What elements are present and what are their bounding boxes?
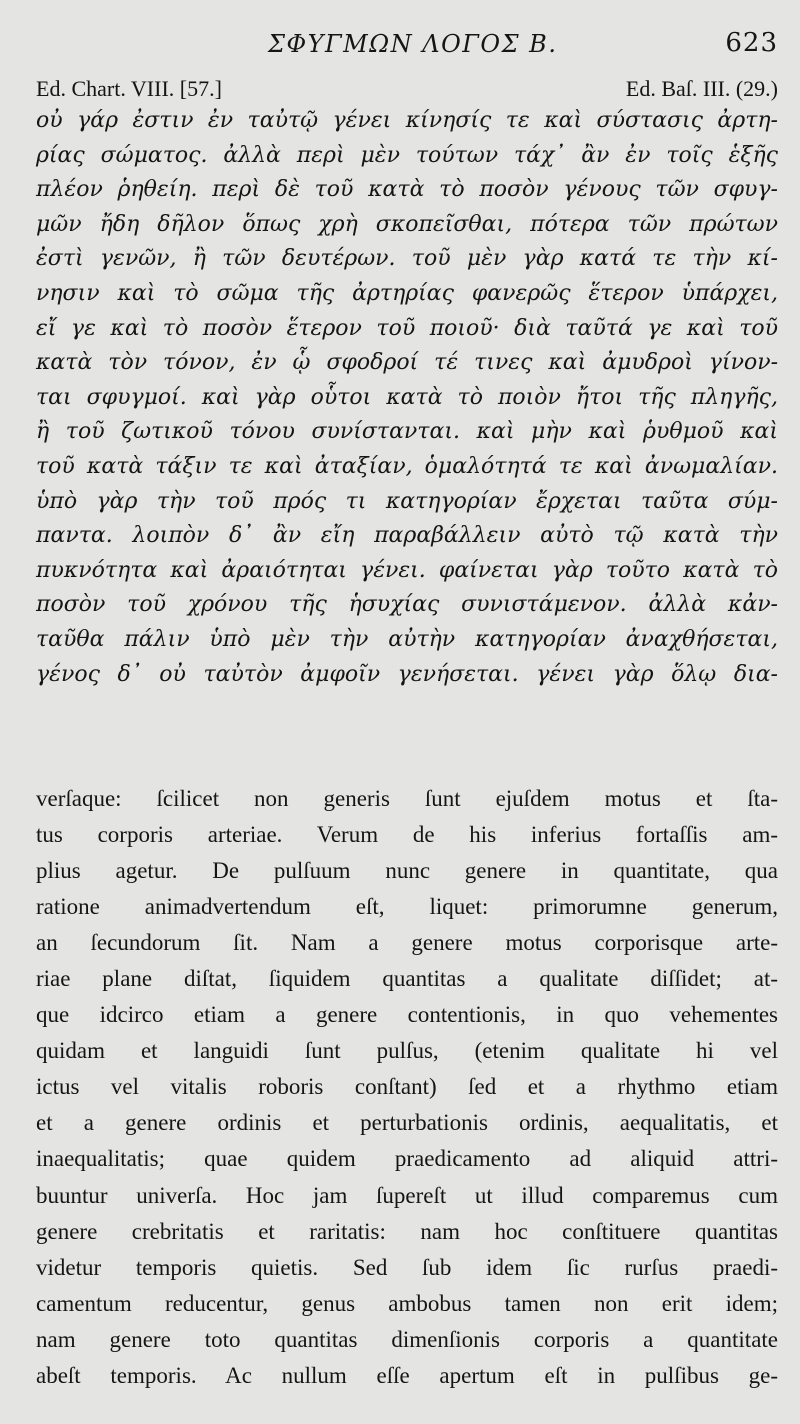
greek-text-line: μῶν ἤδη δῆλον ὅπως χρὴ σκοπεῖσθαι, πότερα τῶν πρώτων xyxy=(36,211,778,237)
greek-text-line: ται σφυγμοί. καὶ γὰρ οὗτοι κατὰ τὸ ποιὸν ἤτοι τῆς πληγῆς, xyxy=(36,384,778,410)
greek-text-line: οὐ γάρ ἐστιν ἐν ταὐτῷ γένει κίνησίς τε καὶ σύστασις ἀρτη- xyxy=(36,108,778,133)
latin-text-line: quidam et languidi ſunt pulſus, (etenim qualitate hi vel xyxy=(36,1038,778,1064)
greek-text-line: τοῦ κατὰ τάξιν τε καὶ ἀταξίαν, ὁμαλότητά τε καὶ ἀνωμαλίαν. xyxy=(36,453,778,479)
greek-text-line: εἴ γε καὶ τὸ ποσὸν ἕτερον τοῦ ποιοῦ· διὰ ταῦτά γε καὶ τοῦ xyxy=(36,315,778,341)
greek-text-line: ταῦθα πάλιν ὑπὸ μὲν τὴν αὐτὴν κατηγορίαν ἀναχθήσεται, xyxy=(36,626,778,652)
page-number: 623 xyxy=(725,28,778,58)
running-title: ΣΦΥΓΜΩΝ ΛΟΓΟΣ Β. xyxy=(268,30,558,58)
latin-text-line: abeſt temporis. Ac nullum eſſe apertum eſt in pulſibus ge- xyxy=(36,1362,778,1388)
latin-text-line: an ſecundorum ſit. Nam a genere motus corporisque arte- xyxy=(36,930,778,956)
running-header xyxy=(36,28,778,62)
greek-text-line: ὑπὸ γὰρ τὴν τοῦ πρός τι κατηγορίαν ἔρχεται ταῦτα σύμ- xyxy=(36,488,778,514)
greek-text-line: παντα. λοιπὸν δ᾽ ἂν εἴη παραβάλλειν αὐτὸ τῷ κατὰ τὴν xyxy=(36,523,778,549)
latin-text-line: nam genere toto quantitas dimenſionis corporis a quantitate xyxy=(36,1326,778,1352)
latin-text-line: ictus vel vitalis roboris conſtant) ſed et a rhythmo etiam xyxy=(36,1074,778,1100)
greek-text-line: ἐστὶ γενῶν, ἢ τῶν δευτέρων. τοῦ μὲν γὰρ κατά τε τὴν κί- xyxy=(36,246,778,272)
edition-chart-reference: Ed. Chart. VIII. [57.] xyxy=(36,76,222,101)
greek-text-line: ποσὸν τοῦ χρόνου τῆς ἡσυχίας συνιστάμενον. ἀλλὰ κἀν- xyxy=(36,592,778,618)
latin-text-line: tus corporis arteriae. Verum de his inferius fortaſſis am- xyxy=(36,822,778,848)
edition-reference-line xyxy=(36,76,778,106)
greek-text-line: γένος δ᾽ οὐ ταὐτὸν ἀμφοῖν γενήσεται. γένει γὰρ ὅλῳ δια- xyxy=(36,661,778,687)
latin-text-line: genere crebritatis et raritatis: nam hoc conſtituere quantitas xyxy=(36,1218,778,1244)
greek-text-line: πυκνότητα καὶ ἀραιότηται γένει. φαίνεται γὰρ τοῦτο κατὰ τὸ xyxy=(36,557,778,583)
latin-text-line: buuntur univerſa. Hoc jam ſupereſt ut illud comparemus cum xyxy=(36,1182,778,1208)
latin-text-line: inaequalitatis; quae quidem praedicamento ad aliquid attri- xyxy=(36,1146,778,1172)
greek-text-line: νησιν καὶ τὸ σῶμα τῆς ἀρτηρίας φανερῶς ἕτερον ὑπάρχει, xyxy=(36,280,778,306)
latin-text-line: riae plane diſtat, ſiquidem quantitas a qualitate diſſidet; at- xyxy=(36,966,778,992)
latin-text-line: et a genere ordinis et perturbationis ordinis, aequalitatis, et xyxy=(36,1110,778,1136)
latin-text-line: ratione animadvertendum eſt, liquet: primorumne generum, xyxy=(36,894,778,920)
latin-text-line: plius agetur. De pulſuum nunc genere in quantitate, qua xyxy=(36,858,778,884)
greek-text-line: ἢ τοῦ ζωτικοῦ τόνου συνίστανται. καὶ μὴν καὶ ῥυθμοῦ καὶ xyxy=(36,419,778,445)
latin-text-line: videtur temporis quietis. Sed ſub idem ſic rurſus praedi- xyxy=(36,1254,778,1280)
latin-text-line: que idcirco etiam a genere contentionis, in quo vehementes xyxy=(36,1002,778,1028)
edition-basel-reference: Ed. Baſ. III. (29.) xyxy=(625,76,778,101)
greek-text-line: κατὰ τὸν τόνον, ἐν ᾧ σφοδροί τέ τινες καὶ ἀμυδροὶ γίνον- xyxy=(36,350,778,376)
latin-text-block xyxy=(36,781,778,1394)
greek-text-line: πλέον ῥηθείη. περὶ δὲ τοῦ κατὰ τὸ ποσὸν γένους τῶν σφυγ- xyxy=(36,177,778,203)
latin-text-line: verſaque: ſcilicet non generis ſunt ejuſdem motus et ſta- xyxy=(36,786,778,811)
greek-text-block xyxy=(36,104,778,692)
latin-text-line: camentum reducentur, genus ambobus tamen non erit idem; xyxy=(36,1290,778,1316)
greek-text-line: ρίας σώματος. ἀλλὰ περὶ μὲν τούτων τάχ᾽ ἂν ἐν τοῖς ἑξῆς xyxy=(36,142,778,168)
